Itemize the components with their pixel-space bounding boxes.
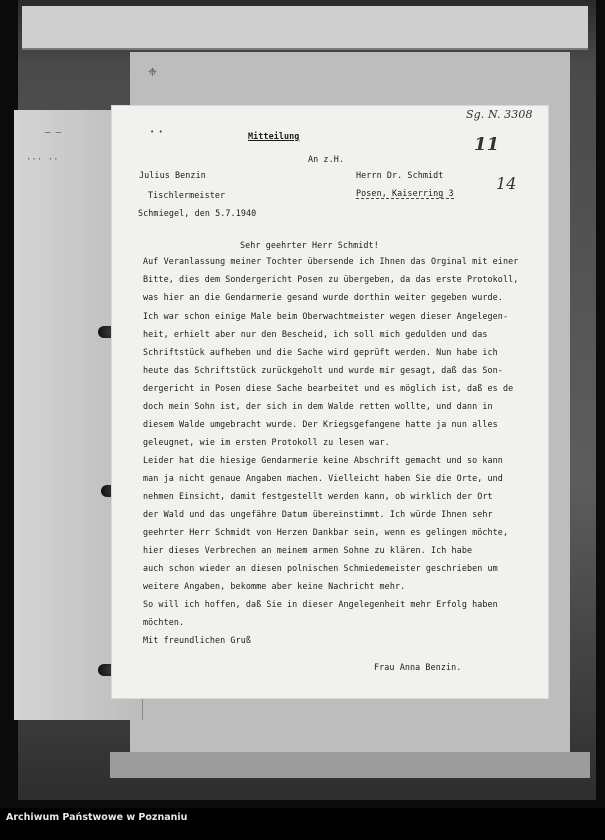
body-line: was hier an die Gendarmerie gesand wurde dorthin weiter gegeben wurde. bbox=[143, 292, 503, 302]
body-line: weitere Angaben, bekomme aber keine Nachricht mehr. bbox=[143, 581, 406, 591]
body-line: man ja nicht genaue Angaben machen. Vielleicht haben Sie die Orte, und bbox=[143, 473, 503, 483]
body-line: So will ich hoffen, daß Sie in dieser Angelegenheit mehr Erfolg haben bbox=[143, 599, 498, 609]
hole-marks: • • bbox=[150, 128, 163, 136]
body-line: hier dieses Verbrechen an meinem armen Sohne zu klären. Ich habe bbox=[143, 545, 473, 555]
salutation: Sehr geehrter Herr Schmidt! bbox=[240, 240, 379, 250]
archive-signature-note: Sg. N. 3308 bbox=[466, 108, 533, 121]
sender-name: Julius Benzin bbox=[139, 170, 206, 180]
letter-heading: Mitteilung bbox=[248, 131, 300, 141]
bottom-strip bbox=[110, 752, 590, 778]
body-line: dergericht in Posen diese Sache bearbeitet und es möglich ist, daß es de bbox=[143, 383, 514, 393]
body-line: Mit freundlichen Gruß bbox=[143, 635, 251, 645]
body-line: Bitte, dies dem Sondergericht Posen zu übergeben, da das erste Protokoll, bbox=[143, 274, 519, 284]
body-line: Auf Veranlassung meiner Tochter übersende ich Ihnen das Orginal mit einer bbox=[143, 256, 519, 266]
body-line: nehmen Einsicht, damit festgestellt werden kann, ob wirklich der Ort bbox=[143, 491, 493, 501]
body-line: Leider hat die hiesige Gendarmerie keine Abschrift gemacht und so kann bbox=[143, 455, 503, 465]
handwritten-number: 14 bbox=[496, 174, 517, 193]
archive-name: Archiwum Państwowe w Poznaniu bbox=[6, 812, 188, 823]
folder-mark-2: ··· ·· bbox=[26, 155, 59, 165]
to-label: An z.H. bbox=[308, 154, 344, 164]
body-line: Schriftstück aufheben und die Sache wird geprüft werden. Nun habe ich bbox=[143, 347, 498, 357]
body-line: geehrter Herr Schmidt von Herzen Dankbar sein, wenn es gelingen möchte, bbox=[143, 527, 509, 537]
signature: Frau Anna Benzin. bbox=[374, 662, 462, 672]
handwritten-mark: 11 bbox=[474, 134, 500, 155]
body-line: heit, erhielt aber nur den Bescheid, ich soll mich gedulden und das bbox=[143, 329, 488, 339]
body-line: Ich war schon einige Male beim Oberwachtmeister wegen dieser Angelegen- bbox=[143, 311, 509, 321]
sender-title: Tischlermeister bbox=[148, 190, 226, 200]
body-line: geleugnet, wie im ersten Protokoll zu lesen war. bbox=[143, 437, 390, 447]
body-line: auch schon wieder an diesen polnischen Schmiedemeister geschrieben um bbox=[143, 563, 498, 573]
top-archive-card bbox=[22, 6, 588, 50]
stamp-mark: ⌖ bbox=[148, 62, 158, 81]
body-line: doch mein Sohn ist, der sich in dem Walde retten wollte, und dann in bbox=[143, 401, 493, 411]
body-line: der Wald und das ungefähre Datum übereinstimmt. Ich würde Ihnen sehr bbox=[143, 509, 493, 519]
recipient-address: Posen, Kaiserring 3 bbox=[356, 188, 454, 198]
body-line: diesem Walde umgebracht wurde. Der Kriegsgefangene hatte ja nun alles bbox=[143, 419, 498, 429]
letter-sheet bbox=[112, 106, 548, 698]
folder-mark: — — bbox=[45, 128, 62, 138]
body-line: möchten. bbox=[143, 617, 185, 627]
place-date: Schmiegel, den 5.7.1940 bbox=[138, 208, 257, 218]
body-line: heute das Schriftstück zurückgeholt und wurde mir gesagt, daß das Son- bbox=[143, 365, 503, 375]
recipient-name: Herrn Dr. Schmidt bbox=[356, 170, 444, 180]
